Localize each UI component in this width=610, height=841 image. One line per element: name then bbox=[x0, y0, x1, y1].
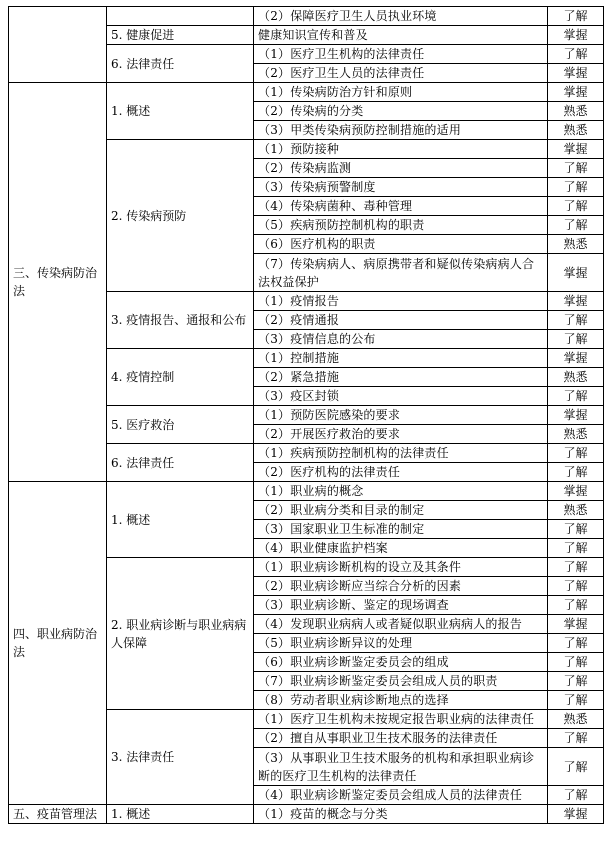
level-cell: 熟悉 bbox=[548, 501, 604, 520]
topic-cell: 5. 医疗救治 bbox=[107, 406, 254, 444]
item-cell: （2）开展医疗救治的要求 bbox=[254, 425, 548, 444]
item-cell: （4）职业健康监护档案 bbox=[254, 539, 548, 558]
item-cell: （7）传染病病人、病原携带者和疑似传染病病人合法权益保护 bbox=[254, 254, 548, 292]
item-cell: （2）紧急措施 bbox=[254, 368, 548, 387]
item-cell: （1）预防医院感染的要求 bbox=[254, 406, 548, 425]
item-cell: （7）职业病诊断鉴定委员会组成人员的职责 bbox=[254, 672, 548, 691]
level-cell: 掌握 bbox=[548, 140, 604, 159]
section-cell: 四、职业病防治法 bbox=[9, 482, 107, 805]
level-cell: 掌握 bbox=[548, 615, 604, 634]
level-cell: 了解 bbox=[548, 463, 604, 482]
topic-cell: 1. 概述 bbox=[107, 805, 254, 824]
level-cell: 了解 bbox=[548, 444, 604, 463]
level-cell: 了解 bbox=[548, 634, 604, 653]
level-cell: 掌握 bbox=[548, 406, 604, 425]
item-cell: （2）医疗卫生人员的法律责任 bbox=[254, 64, 548, 83]
level-cell: 了解 bbox=[548, 786, 604, 805]
item-cell: （2）职业病分类和目录的制定 bbox=[254, 501, 548, 520]
level-cell: 熟悉 bbox=[548, 102, 604, 121]
item-cell: （3）传染病预警制度 bbox=[254, 178, 548, 197]
item-cell: 健康知识宣传和普及 bbox=[254, 26, 548, 45]
item-cell: （5）职业病诊断异议的处理 bbox=[254, 634, 548, 653]
level-cell: 掌握 bbox=[548, 83, 604, 102]
level-cell: 了解 bbox=[548, 729, 604, 748]
topic-cell: 5. 健康促进 bbox=[107, 26, 254, 45]
item-cell: （8）劳动者职业病诊断地点的选择 bbox=[254, 691, 548, 710]
level-cell: 了解 bbox=[548, 311, 604, 330]
level-cell: 了解 bbox=[548, 216, 604, 235]
level-cell: 熟悉 bbox=[548, 710, 604, 729]
table-row bbox=[9, 805, 604, 824]
item-cell: （3）从事职业卫生技术服务的机构和承担职业病诊断的医疗卫生机构的法律责任 bbox=[254, 748, 548, 786]
item-cell: （2）职业病诊断应当综合分析的因素 bbox=[254, 577, 548, 596]
level-cell: 了解 bbox=[548, 596, 604, 615]
level-cell: 掌握 bbox=[548, 805, 604, 824]
level-cell: 了解 bbox=[548, 748, 604, 786]
item-cell: （2）保障医疗卫生人员执业环境 bbox=[254, 7, 548, 26]
level-cell: 掌握 bbox=[548, 292, 604, 311]
item-cell: （2）疫情通报 bbox=[254, 311, 548, 330]
item-cell: （4）发现职业病病人或者疑似职业病病人的报告 bbox=[254, 615, 548, 634]
topic-cell: 4. 疫情控制 bbox=[107, 349, 254, 406]
item-cell: （3）国家职业卫生标准的制定 bbox=[254, 520, 548, 539]
item-cell: （4）传染病菌种、毒种管理 bbox=[254, 197, 548, 216]
topic-cell: 1. 概述 bbox=[107, 83, 254, 140]
level-cell: 了解 bbox=[548, 558, 604, 577]
syllabus-page bbox=[8, 6, 604, 824]
item-cell: （1）预防接种 bbox=[254, 140, 548, 159]
item-cell: （3）疫区封锁 bbox=[254, 387, 548, 406]
level-cell: 了解 bbox=[548, 197, 604, 216]
item-cell: （3）职业病诊断、鉴定的现场调查 bbox=[254, 596, 548, 615]
level-cell: 了解 bbox=[548, 178, 604, 197]
level-cell: 了解 bbox=[548, 159, 604, 178]
item-cell: （1）传染病防治方针和原则 bbox=[254, 83, 548, 102]
level-cell: 掌握 bbox=[548, 349, 604, 368]
level-cell: 熟悉 bbox=[548, 235, 604, 254]
level-cell: 熟悉 bbox=[548, 425, 604, 444]
item-cell: （1）控制措施 bbox=[254, 349, 548, 368]
item-cell: （1）职业病的概念 bbox=[254, 482, 548, 501]
topic-cell: 3. 疫情报告、通报和公布 bbox=[107, 292, 254, 349]
level-cell: 了解 bbox=[548, 45, 604, 64]
item-cell: （1）职业病诊断机构的设立及其条件 bbox=[254, 558, 548, 577]
level-cell: 了解 bbox=[548, 7, 604, 26]
level-cell: 了解 bbox=[548, 577, 604, 596]
topic-cell: 6. 法律责任 bbox=[107, 444, 254, 482]
item-cell: （2）传染病监测 bbox=[254, 159, 548, 178]
level-cell: 熟悉 bbox=[548, 368, 604, 387]
item-cell: （6）医疗机构的职责 bbox=[254, 235, 548, 254]
topic-cell: 6. 法律责任 bbox=[107, 45, 254, 83]
topic-cell: 2. 职业病诊断与职业病病人保障 bbox=[107, 558, 254, 710]
item-cell: （1）疫情报告 bbox=[254, 292, 548, 311]
section-cell bbox=[9, 7, 107, 83]
level-cell: 了解 bbox=[548, 672, 604, 691]
level-cell: 了解 bbox=[548, 691, 604, 710]
level-cell: 掌握 bbox=[548, 482, 604, 501]
level-cell: 了解 bbox=[548, 539, 604, 558]
level-cell: 了解 bbox=[548, 520, 604, 539]
item-cell: （2）医疗机构的法律责任 bbox=[254, 463, 548, 482]
item-cell: （1）医疗卫生机构未按规定报告职业病的法律责任 bbox=[254, 710, 548, 729]
level-cell: 了解 bbox=[548, 653, 604, 672]
item-cell: （1）医疗卫生机构的法律责任 bbox=[254, 45, 548, 64]
level-cell: 了解 bbox=[548, 387, 604, 406]
topic-cell bbox=[107, 7, 254, 26]
item-cell: （2）传染病的分类 bbox=[254, 102, 548, 121]
level-cell: 掌握 bbox=[548, 254, 604, 292]
topic-cell: 1. 概述 bbox=[107, 482, 254, 558]
topic-cell: 2. 传染病预防 bbox=[107, 140, 254, 292]
item-cell: （1）疫苗的概念与分类 bbox=[254, 805, 548, 824]
item-cell: （3）甲类传染病预防控制措施的适用 bbox=[254, 121, 548, 140]
syllabus-table bbox=[8, 6, 604, 824]
item-cell: （1）疾病预防控制机构的法律责任 bbox=[254, 444, 548, 463]
topic-cell: 3. 法律责任 bbox=[107, 710, 254, 805]
section-cell: 三、传染病防治法 bbox=[9, 83, 107, 482]
level-cell: 掌握 bbox=[548, 64, 604, 83]
item-cell: （4）职业病诊断鉴定委员会组成人员的法律责任 bbox=[254, 786, 548, 805]
level-cell: 熟悉 bbox=[548, 121, 604, 140]
table-row bbox=[9, 482, 604, 501]
item-cell: （2）擅自从事职业卫生技术服务的法律责任 bbox=[254, 729, 548, 748]
section-cell: 五、疫苗管理法 bbox=[9, 805, 107, 824]
item-cell: （6）职业病诊断鉴定委员会的组成 bbox=[254, 653, 548, 672]
level-cell: 了解 bbox=[548, 330, 604, 349]
item-cell: （3）疫情信息的公布 bbox=[254, 330, 548, 349]
table-row bbox=[9, 83, 604, 102]
level-cell: 掌握 bbox=[548, 26, 604, 45]
table-row bbox=[9, 7, 604, 26]
item-cell: （5）疾病预防控制机构的职责 bbox=[254, 216, 548, 235]
